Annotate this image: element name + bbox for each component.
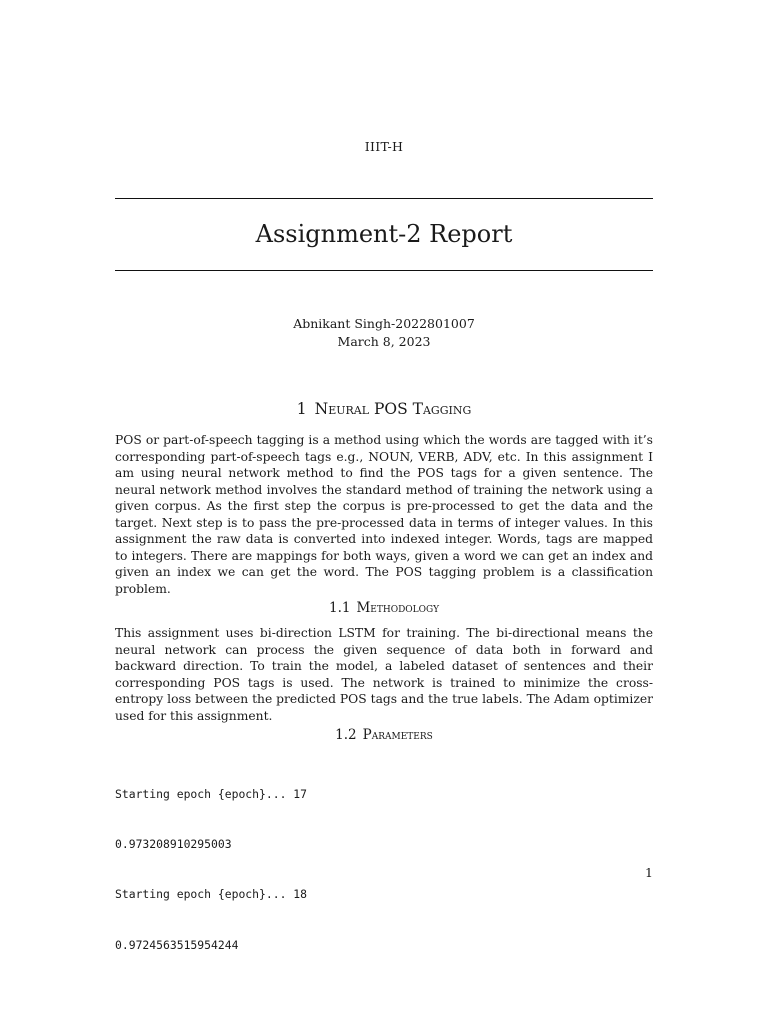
code-line: 0.973208910295003 xyxy=(115,836,232,851)
section-1-paragraph: POS or part-of-speech tagging is a method using which the words are tagged with it’s corresponding part-of-speech tags e.g., NOUN, VERB, ADV, etc. In this assignment I am using neural network method to find the POS tags for a given sentence. The neural network method involves the standard method of training the network using a given corpus. As the first step the corpus is pre-processed to get the data and the target. Next step is to pass the pre-processed data in terms of integer values. In this assignment the raw data is converted into indexed integer. Words, tags are mapped to integers. There are mappings for both ways, given a word we can get an index and given an index we can get the word. The POS tagging problem is a classification problem. xyxy=(115,433,653,596)
code-line: Starting epoch {epoch}... 18 xyxy=(115,887,308,902)
section-1-title: Neural POS Tagging xyxy=(314,400,472,418)
training-log-code-block xyxy=(115,752,653,987)
subsection-1-2-title: Parameters xyxy=(362,727,433,743)
section-1-number: 1 xyxy=(296,400,307,418)
subsection-1-1-number: 1.1 xyxy=(328,600,351,616)
code-line: 0.9724563515954244 xyxy=(115,937,239,952)
title-bottom-rule xyxy=(115,270,653,271)
page-number: 1 xyxy=(645,865,653,880)
subsection-1-1-paragraph: This assignment uses bi-direction LSTM for training. The bi-directional means the neural network can process the given sequence of data both in forward and backward direction. To train the model, a labeled dataset of sentences and their corresponding POS tags is used. The network is trained to minimize the cross-entropy loss between the predicted POS tags and the true labels. The Adam optimizer used for this assignment. xyxy=(115,626,653,723)
subsection-1-1-heading xyxy=(0,599,768,617)
document-title: Assignment-2 Report xyxy=(255,220,513,248)
code-line: Starting epoch {epoch}... 17 xyxy=(115,786,308,801)
institution-header: IIIT-H xyxy=(364,139,404,154)
section-1-heading xyxy=(0,399,768,419)
author-line: Abnikant Singh-2022801007 xyxy=(293,316,475,331)
date-line: March 8, 2023 xyxy=(337,334,431,349)
title-top-rule xyxy=(115,198,653,199)
subsection-1-2-number: 1.2 xyxy=(335,727,357,743)
subsection-1-2-heading xyxy=(0,726,768,744)
subsection-1-1-title: Methodology xyxy=(356,600,440,616)
